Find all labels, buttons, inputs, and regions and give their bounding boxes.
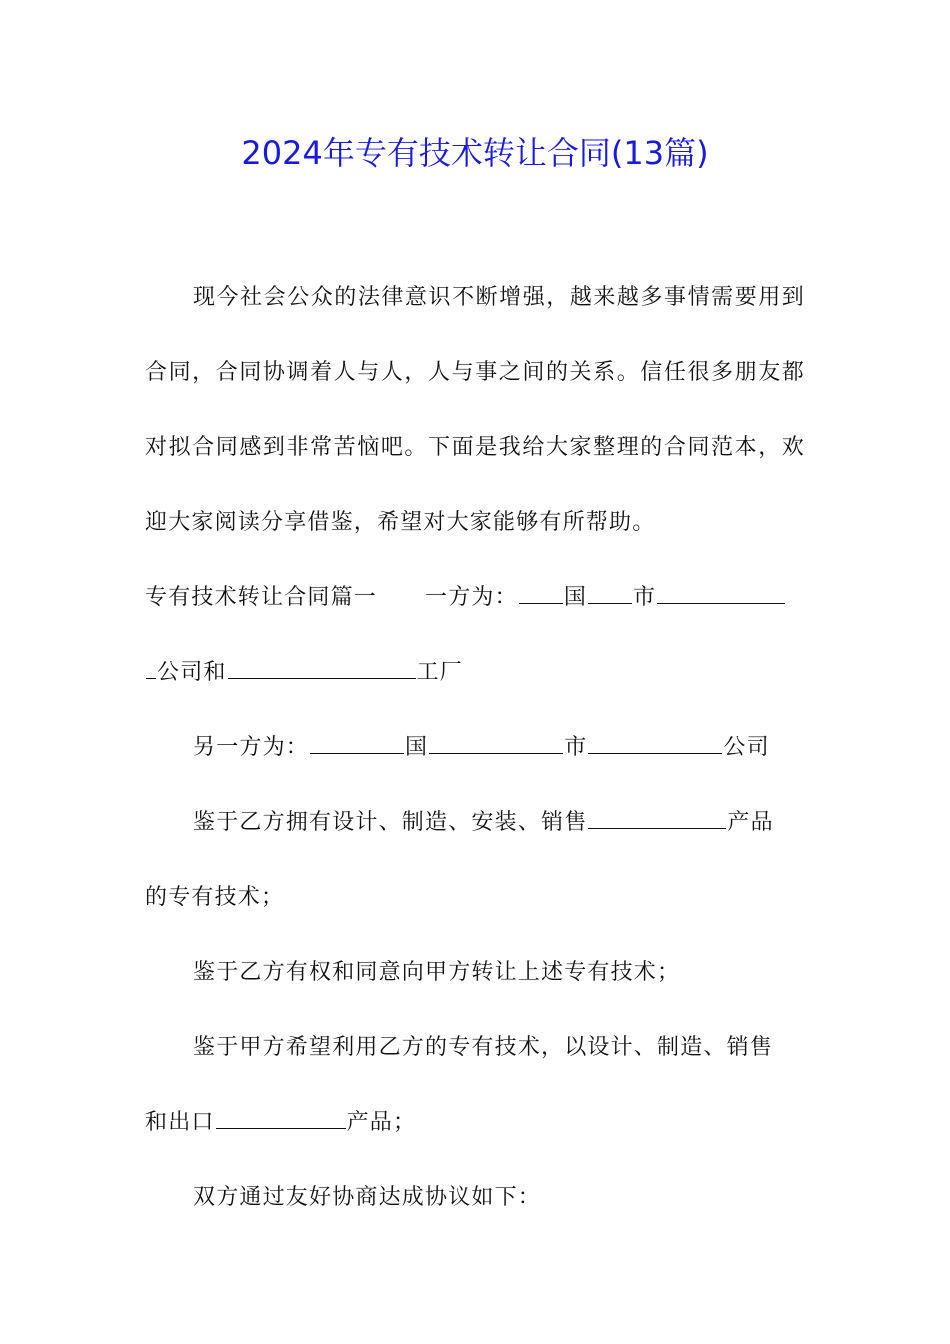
blank-line: [216, 1127, 346, 1129]
party-a-factory: 工厂: [416, 660, 464, 685]
agreement-line: 双方通过友好协商达成协议如下：: [193, 1185, 542, 1210]
whereas-3-line-2: [145, 1085, 805, 1160]
whereas-3-export: 和出口: [145, 1110, 215, 1135]
blank-line: [519, 602, 563, 604]
whereas-2-line: 鉴于乙方有权和同意向甲方转让上述专有技术；: [193, 960, 681, 985]
blank-line: [588, 752, 722, 754]
whereas-1-product: 产品: [727, 810, 774, 835]
blank-line: [429, 752, 563, 754]
blank-line: [146, 677, 156, 679]
blank-line: [228, 677, 416, 679]
blank-line: [588, 827, 726, 829]
party-a-city: 市: [633, 585, 657, 610]
whereas-1-line: [145, 785, 805, 860]
blank-line: [657, 602, 785, 604]
party-b-line: [145, 710, 805, 785]
party-b-city: 市: [564, 735, 588, 760]
party-a-company-and: 公司和: [157, 660, 227, 685]
party-a-country: 国: [563, 585, 588, 610]
whereas-3-product: 产品；: [346, 1110, 417, 1135]
party-a-prefix: 一方为：: [425, 585, 518, 610]
blank-line: [588, 602, 632, 604]
party-a-line: [145, 560, 805, 635]
party-b-country: 国: [405, 735, 429, 760]
document-body: [145, 260, 805, 1235]
party-a-line-2: [145, 635, 805, 710]
whereas-1-line-2: 的专有技术；: [145, 885, 285, 910]
intro-paragraph: 现今社会公众的法律意识不断增强，越来越多事情需要用到合同，合同协调着人与人，人与事之间的关系。信任很多朋友都对拟合同感到非常苦恼吧。下面是我给大家整理的合同范本，欢迎大家阅读分享借鉴，希望对大家能够有所帮助。: [145, 285, 805, 535]
whereas-1-text: 鉴于乙方拥有设计、制造、安装、销售: [193, 810, 588, 835]
blank-line: [310, 752, 404, 754]
party-b-company: 公司: [723, 735, 770, 760]
party-b-prefix: 另一方为：: [193, 735, 310, 760]
section-heading: 专有技术转让合同篇一: [145, 585, 378, 610]
whereas-3-line: 鉴于甲方希望利用乙方的专有技术，以设计、制造、销售: [193, 1035, 774, 1060]
document-title: 2024年专有技术转让合同(13篇): [241, 134, 709, 172]
